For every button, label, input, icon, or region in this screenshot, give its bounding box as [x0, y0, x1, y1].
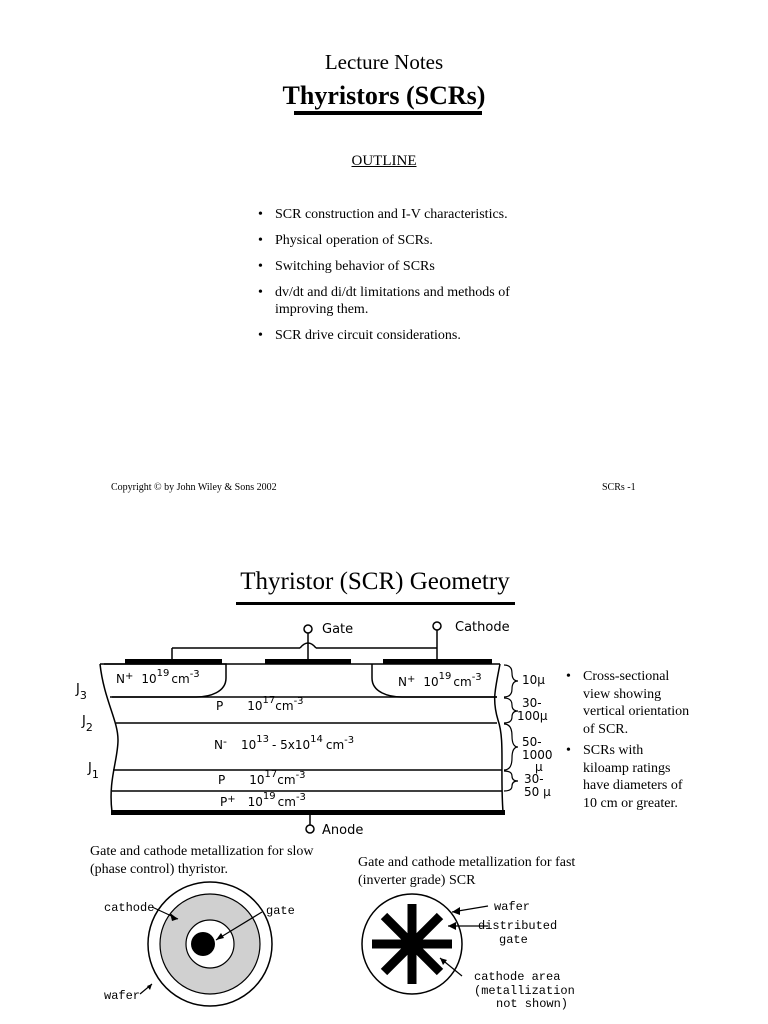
cathode-terminal: [433, 622, 441, 661]
gate-terminal: [172, 625, 437, 661]
svg-text:50 µ: 50 µ: [524, 785, 551, 799]
svg-text:J2: $J_2$: [82, 714, 93, 734]
cathode-label: Cathode: [455, 620, 510, 635]
outline-item: • SCR construction and I-V characteristics.: [258, 206, 558, 223]
caption-slow-thyristor: Gate and cathode metallization for slow (phase control) thyristor.: [90, 844, 314, 877]
svg-text:J1: $J_1$: [88, 761, 99, 781]
svg-text:1000: 1000: [522, 748, 553, 762]
junction-j3: J: [76, 682, 80, 697]
caption-fast-scr: Gate and cathode metallization for fast (inverter grade) SCR: [358, 855, 576, 888]
lecture-header: Lecture Notes: [324, 50, 444, 74]
layer-n-plus-right: N+ $10^{19}$ $cm^{-3}$: [398, 671, 482, 689]
svg-text:30-: 30-: [522, 696, 542, 710]
fast-distributed-label: distributed: [478, 919, 558, 933]
thickness-labels: [517, 673, 553, 799]
note-item: • Cross-sectional view showing vertical orientation of SCR.: [566, 668, 691, 738]
junction-j2: J: [82, 714, 86, 729]
svg-text:µ: µ: [535, 760, 543, 774]
distributed-gate-fingers: [372, 904, 452, 984]
fast-wafer-label: wafer: [494, 900, 531, 914]
outline-heading: OUTLINE: [351, 153, 417, 169]
slow-gate-label: gate: [266, 904, 295, 918]
anode-label: Anode: [322, 823, 364, 838]
fast-scr-metallization: [362, 894, 488, 994]
fast-cathode-area-label: cathode area: [474, 970, 561, 984]
geometry-title: Thyristor (SCR) Geometry: [240, 568, 510, 595]
slow-cathode-label: cathode: [104, 901, 155, 915]
layer-labels: [116, 668, 482, 809]
outline-item: • Switching behavior of SCRs: [258, 258, 558, 275]
anode-terminal: [306, 815, 314, 833]
junction-labels: [75, 682, 99, 781]
fast-gate-label: gate: [499, 933, 528, 947]
outline-item: • dv/dt and di/dt limitations and methods of improving them.: [258, 284, 558, 318]
fast-metallization-label: (metallization: [474, 984, 575, 998]
geometry-notes: [566, 668, 691, 816]
svg-text:100µ: 100µ: [517, 709, 548, 723]
slow-wafer-label: wafer: [104, 989, 141, 1003]
outline-item: • Physical operation of SCRs.: [258, 232, 558, 249]
slow-gate-dot: [191, 932, 215, 956]
layer-p-lower: P $10^{17}cm^{-3}$: [218, 769, 306, 787]
svg-text:50-: 50-: [522, 735, 542, 749]
fast-not-shown-label: not shown): [496, 997, 569, 1011]
footer-page-number: SCRs -1: [602, 482, 636, 493]
gate-label: Gate: [322, 622, 354, 637]
footer-copyright: Copyright © by John Wiley & Sons 2002: [111, 482, 277, 493]
junction-j1: J: [88, 761, 92, 776]
note-item: • SCRs with kiloamp ratings have diameters of 10 cm or greater.: [566, 742, 691, 812]
layer-n-minus: N- $10^{13} - 5x10^{14}$ $cm^{-3}$: [214, 734, 355, 752]
layer-n-plus-left: N+ $10^{19}$ $cm^{-3}$: [116, 668, 200, 686]
thickness-braces: [504, 665, 518, 791]
svg-text:10µ: 10µ: [522, 673, 545, 687]
page-title: Thyristors (SCRs): [282, 81, 486, 110]
slow-thyristor-metallization: [140, 882, 272, 1006]
svg-text:J3: $J_3$: [76, 682, 87, 702]
layer-p-upper: P $10^{17}cm^{-3}$: [216, 695, 304, 713]
layer-p-plus: P+ $10^{19}$ $cm^{-3}$: [220, 791, 306, 809]
anode-metallization: [111, 810, 505, 815]
svg-text:30-: 30-: [524, 772, 544, 786]
outline-item: • SCR drive circuit considerations.: [258, 327, 558, 344]
